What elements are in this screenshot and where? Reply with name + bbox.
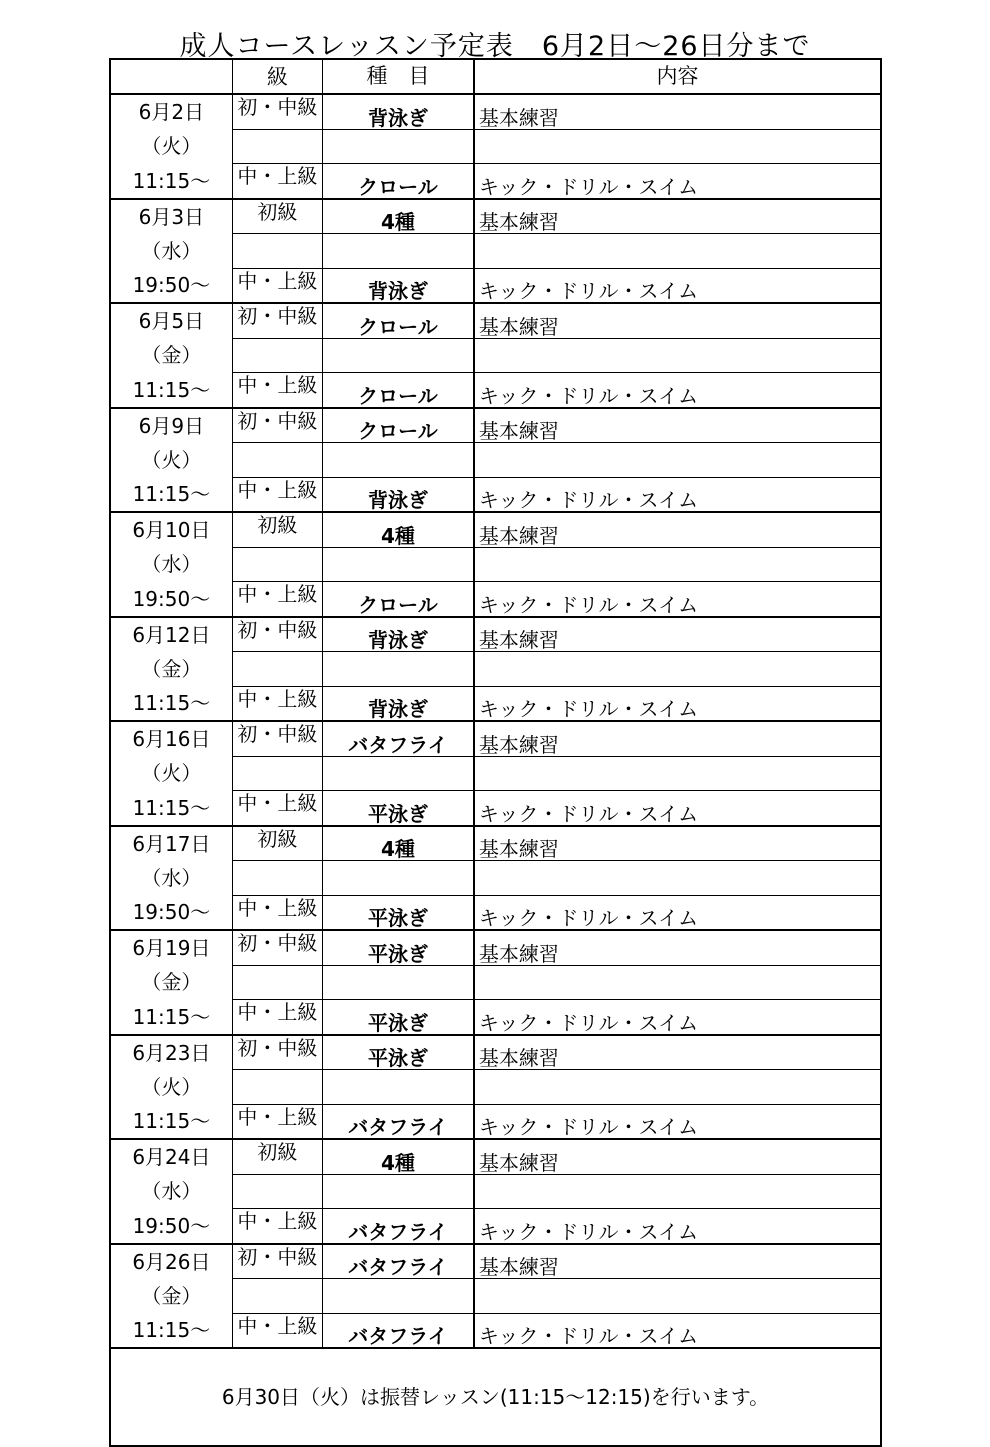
lesson-row bbox=[110, 582, 881, 617]
day-date: 6月19日 bbox=[132, 936, 211, 960]
lesson-row bbox=[110, 721, 881, 756]
lesson-level: 中・上級 bbox=[232, 268, 322, 303]
lesson-level: 初級 bbox=[232, 1139, 322, 1174]
footer-note: 6月30日（火）は振替レッスン(11:15～12:15)を行います。 bbox=[221, 1385, 770, 1409]
day-time: 11:15～ bbox=[110, 1104, 232, 1139]
lesson-type: 平泳ぎ bbox=[323, 895, 474, 930]
lesson-type: 背泳ぎ bbox=[323, 94, 474, 129]
lesson-level: 初・中級 bbox=[232, 1035, 322, 1070]
day-weekday: （火） bbox=[141, 1074, 202, 1099]
lesson-row bbox=[110, 617, 881, 652]
lesson-type: 背泳ぎ bbox=[323, 617, 474, 652]
lesson-type bbox=[323, 547, 474, 582]
lesson-level bbox=[232, 652, 322, 687]
lesson-row bbox=[110, 1139, 881, 1174]
lesson-level bbox=[232, 547, 322, 582]
lesson-level: 初・中級 bbox=[232, 617, 322, 652]
day-weekday: （水） bbox=[141, 865, 202, 890]
lesson-row bbox=[110, 94, 881, 129]
lesson-content: 基本練習 bbox=[474, 199, 881, 234]
lesson-type: バタフライ bbox=[323, 721, 474, 756]
lesson-content: 基本練習 bbox=[474, 826, 881, 861]
lesson-level bbox=[232, 129, 322, 164]
lesson-content: キック・ドリル・スイム bbox=[474, 1209, 881, 1244]
lesson-level: 中・上級 bbox=[232, 164, 322, 199]
day-date: 6月16日 bbox=[132, 727, 211, 751]
day-weekday: （火） bbox=[141, 447, 202, 472]
lesson-type: バタフライ bbox=[323, 1209, 474, 1244]
lesson-row bbox=[110, 199, 881, 234]
lesson-content bbox=[474, 234, 881, 269]
day-weekday: （水） bbox=[141, 238, 202, 263]
lesson-type: クロール bbox=[323, 408, 474, 443]
lesson-type: 背泳ぎ bbox=[323, 686, 474, 721]
lesson-level: 中・上級 bbox=[232, 477, 322, 512]
day-time: 11:15～ bbox=[110, 791, 232, 826]
lesson-type: 4種 bbox=[323, 512, 474, 547]
lesson-row bbox=[110, 408, 881, 443]
lesson-content bbox=[474, 129, 881, 164]
lesson-row bbox=[110, 1000, 881, 1035]
lesson-content bbox=[474, 1174, 881, 1209]
lesson-type bbox=[323, 443, 474, 478]
day-date: 6月3日 bbox=[138, 204, 205, 229]
day-weekday: （金） bbox=[141, 343, 202, 368]
lesson-type bbox=[323, 1174, 474, 1209]
lesson-content: 基本練習 bbox=[474, 94, 881, 129]
lesson-type: 平泳ぎ bbox=[323, 791, 474, 826]
lesson-row bbox=[110, 338, 881, 373]
lesson-row bbox=[110, 791, 881, 826]
lesson-content: キック・ドリル・スイム bbox=[474, 373, 881, 408]
lesson-type bbox=[323, 756, 474, 791]
lesson-row bbox=[110, 895, 881, 930]
lesson-level: 中・上級 bbox=[232, 373, 322, 408]
lesson-row bbox=[110, 756, 881, 791]
day-time: 11:15～ bbox=[110, 477, 232, 512]
lesson-level: 中・上級 bbox=[232, 1313, 322, 1348]
note-row bbox=[110, 1348, 881, 1446]
day-time: 11:15～ bbox=[110, 1313, 232, 1348]
lesson-content bbox=[474, 1070, 881, 1105]
lesson-content: 基本練習 bbox=[474, 721, 881, 756]
page-title: 成人コースレッスン予定表 6月2日～26日分まで bbox=[179, 31, 811, 62]
lesson-type bbox=[323, 965, 474, 1000]
lesson-type: クロール bbox=[323, 164, 474, 199]
lesson-type: 平泳ぎ bbox=[323, 930, 474, 965]
lesson-type bbox=[323, 1070, 474, 1105]
lesson-type: クロール bbox=[323, 373, 474, 408]
lesson-content: キック・ドリル・スイム bbox=[474, 895, 881, 930]
lesson-level: 中・上級 bbox=[232, 791, 322, 826]
lesson-content bbox=[474, 443, 881, 478]
lesson-content: キック・ドリル・スイム bbox=[474, 164, 881, 199]
header-content: 内容 bbox=[474, 59, 881, 94]
day-time: 19:50～ bbox=[110, 582, 232, 617]
lesson-row bbox=[110, 373, 881, 408]
lesson-type: クロール bbox=[323, 582, 474, 617]
lesson-content: 基本練習 bbox=[474, 408, 881, 443]
lesson-content: キック・ドリル・スイム bbox=[474, 477, 881, 512]
lesson-row bbox=[110, 477, 881, 512]
lesson-level: 初・中級 bbox=[232, 94, 322, 129]
lesson-level: 初・中級 bbox=[232, 721, 322, 756]
lesson-level bbox=[232, 443, 322, 478]
lesson-row bbox=[110, 930, 881, 965]
schedule-body bbox=[110, 59, 881, 1446]
lesson-level: 中・上級 bbox=[232, 582, 322, 617]
lesson-level: 初級 bbox=[232, 199, 322, 234]
day-time: 19:50～ bbox=[110, 1209, 232, 1244]
lesson-level bbox=[232, 861, 322, 896]
day-date: 6月2日 bbox=[138, 100, 205, 124]
day-weekday: （火） bbox=[141, 761, 202, 786]
lesson-level bbox=[232, 1070, 322, 1105]
lesson-content: 基本練習 bbox=[474, 1139, 881, 1174]
lesson-type bbox=[323, 861, 474, 896]
lesson-level: 初・中級 bbox=[232, 408, 322, 443]
day-date: 6月10日 bbox=[132, 518, 211, 542]
lesson-row bbox=[110, 1209, 881, 1244]
lesson-type: 4種 bbox=[323, 1139, 474, 1174]
lesson-type: 背泳ぎ bbox=[323, 477, 474, 512]
lesson-row bbox=[110, 1313, 881, 1348]
lesson-level: 初・中級 bbox=[232, 1244, 322, 1279]
lesson-level: 初・中級 bbox=[232, 930, 322, 965]
lesson-row bbox=[110, 547, 881, 582]
lesson-level bbox=[232, 1279, 322, 1314]
lesson-row bbox=[110, 1035, 881, 1070]
lesson-content bbox=[474, 547, 881, 582]
lesson-level: 初・中級 bbox=[232, 303, 322, 338]
day-weekday: （金） bbox=[141, 656, 202, 681]
lesson-type: 4種 bbox=[323, 199, 474, 234]
lesson-type: 平泳ぎ bbox=[323, 1035, 474, 1070]
lesson-level bbox=[232, 338, 322, 373]
lesson-row bbox=[110, 1104, 881, 1139]
lesson-row bbox=[110, 164, 881, 199]
lesson-row bbox=[110, 1244, 881, 1279]
lesson-content: キック・ドリル・スイム bbox=[474, 268, 881, 303]
day-time: 11:15～ bbox=[110, 373, 232, 408]
day-weekday: （水） bbox=[141, 552, 202, 577]
lesson-type bbox=[323, 652, 474, 687]
lesson-row bbox=[110, 1174, 881, 1209]
lesson-type bbox=[323, 129, 474, 164]
day-weekday: （火） bbox=[141, 134, 202, 159]
lesson-row bbox=[110, 1070, 881, 1105]
lesson-row bbox=[110, 512, 881, 547]
day-time: 19:50～ bbox=[110, 268, 232, 303]
lesson-content: キック・ドリル・スイム bbox=[474, 791, 881, 826]
lesson-level: 中・上級 bbox=[232, 1104, 322, 1139]
lesson-content: キック・ドリル・スイム bbox=[474, 582, 881, 617]
lesson-content bbox=[474, 756, 881, 791]
lesson-level: 初級 bbox=[232, 512, 322, 547]
lesson-type bbox=[323, 234, 474, 269]
lesson-row bbox=[110, 443, 881, 478]
lesson-content: 基本練習 bbox=[474, 1244, 881, 1279]
header-row bbox=[110, 59, 881, 94]
lesson-content: キック・ドリル・スイム bbox=[474, 1000, 881, 1035]
lesson-type: バタフライ bbox=[323, 1244, 474, 1279]
lesson-level: 中・上級 bbox=[232, 1000, 322, 1035]
day-date: 6月26日 bbox=[132, 1249, 211, 1274]
day-date: 6月12日 bbox=[132, 622, 211, 647]
lesson-level bbox=[232, 1174, 322, 1209]
lesson-row bbox=[110, 686, 881, 721]
lesson-level: 中・上級 bbox=[232, 895, 322, 930]
lesson-type: 平泳ぎ bbox=[323, 1000, 474, 1035]
lesson-row bbox=[110, 861, 881, 896]
lesson-row bbox=[110, 303, 881, 338]
day-time: 19:50～ bbox=[110, 895, 232, 930]
lesson-type: 4種 bbox=[323, 826, 474, 861]
lesson-row bbox=[110, 965, 881, 1000]
day-date: 6月9日 bbox=[138, 413, 205, 438]
lesson-row bbox=[110, 268, 881, 303]
lesson-level bbox=[232, 756, 322, 791]
lesson-type: バタフライ bbox=[323, 1313, 474, 1348]
lesson-level: 初級 bbox=[232, 826, 322, 861]
lesson-row bbox=[110, 826, 881, 861]
lesson-level bbox=[232, 965, 322, 1000]
lesson-content bbox=[474, 652, 881, 687]
lesson-row bbox=[110, 652, 881, 687]
lesson-type: 背泳ぎ bbox=[323, 268, 474, 303]
lesson-content: キック・ドリル・スイム bbox=[474, 1104, 881, 1139]
lesson-row bbox=[110, 1279, 881, 1314]
lesson-type bbox=[323, 1279, 474, 1314]
lesson-content: キック・ドリル・スイム bbox=[474, 1313, 881, 1348]
header-type: 種 目 bbox=[323, 59, 474, 94]
day-weekday: （金） bbox=[141, 1283, 202, 1308]
lesson-content bbox=[474, 861, 881, 896]
day-time: 11:15～ bbox=[110, 686, 232, 721]
lesson-level: 中・上級 bbox=[232, 686, 322, 721]
lesson-content bbox=[474, 965, 881, 1000]
day-date: 6月23日 bbox=[132, 1040, 211, 1065]
day-weekday: （水） bbox=[141, 1179, 202, 1204]
lesson-content: 基本練習 bbox=[474, 930, 881, 965]
day-date: 6月17日 bbox=[132, 831, 211, 856]
lesson-content: 基本練習 bbox=[474, 512, 881, 547]
lesson-content: 基本練習 bbox=[474, 303, 881, 338]
day-date: 6月5日 bbox=[138, 309, 205, 333]
lesson-type: クロール bbox=[323, 303, 474, 338]
schedule-table bbox=[109, 58, 882, 1447]
lesson-type bbox=[323, 338, 474, 373]
lesson-level: 中・上級 bbox=[232, 1209, 322, 1244]
lesson-level bbox=[232, 234, 322, 269]
day-weekday: （金） bbox=[141, 970, 202, 995]
day-time: 11:15～ bbox=[110, 164, 232, 199]
header-level: 級 bbox=[232, 59, 322, 94]
lesson-content: 基本練習 bbox=[474, 1035, 881, 1070]
lesson-row bbox=[110, 234, 881, 269]
lesson-type: バタフライ bbox=[323, 1104, 474, 1139]
lesson-row bbox=[110, 129, 881, 164]
lesson-content: キック・ドリル・スイム bbox=[474, 686, 881, 721]
header-date bbox=[110, 59, 232, 94]
day-time: 11:15～ bbox=[110, 1000, 232, 1035]
lesson-content: 基本練習 bbox=[474, 617, 881, 652]
lesson-content bbox=[474, 1279, 881, 1314]
lesson-content bbox=[474, 338, 881, 373]
day-date: 6月24日 bbox=[132, 1145, 211, 1169]
